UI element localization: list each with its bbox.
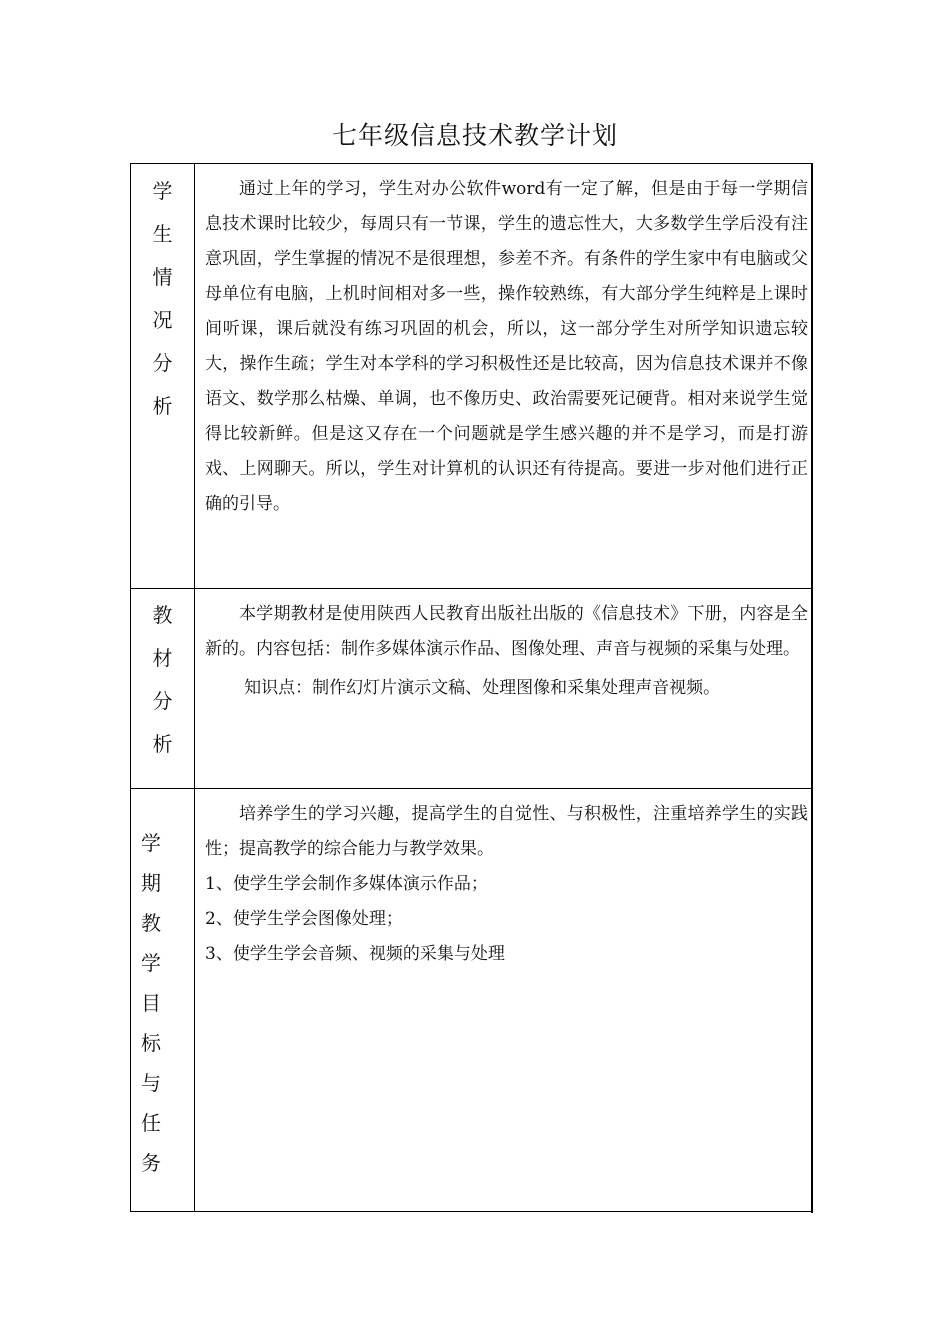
list-item: 3、使学生学会音频、视频的采集与处理 bbox=[205, 944, 505, 964]
document-title: 七年级信息技术教学计划 bbox=[331, 121, 618, 150]
section-textbook-analysis bbox=[131, 589, 813, 789]
section-label-char: 学 bbox=[152, 179, 173, 203]
section-label-char: 材 bbox=[152, 646, 173, 670]
paragraph: 培养学生的学习兴趣，提高学生的自觉性、与积极性，注重培养学生的实践性；提高教学的综合能力与教学效果。 bbox=[205, 804, 808, 859]
plan-table bbox=[130, 163, 813, 1212]
list-item: 1、使学生学会制作多媒体演示作品； bbox=[205, 874, 488, 894]
section-student-analysis bbox=[131, 164, 813, 589]
paragraph: 本学期教材是使用陕西人民教育出版社出版的《信息技术》下册，内容是全新的。内容包括：制作多媒体演示作品、图像处理、声音与视频的采集与处理。 bbox=[205, 604, 808, 659]
section-label-char: 标 bbox=[141, 1031, 161, 1055]
section-content-cell bbox=[195, 589, 813, 789]
table-right-edge bbox=[811, 163, 813, 1213]
section-label-char: 学 bbox=[141, 831, 161, 855]
paragraph: 通过上年的学习，学生对办公软件word有一定了解，但是由于每一学期信息技术课时比较少，每周只有一节课，学生的遗忘性大，大多数学生学后没有注意巩固，学生掌握的情况不是很理想，参差不齐。有条件的学生家中有电脑或父母单位有电脑，上机时间相对多一些，操作较熟练，有大部分学生纯粹是上课时间听课，课后就没有练习巩固的机会，所以，这一部分学生对所学知识遗忘较大，操作生疏；学生对本学科的学习积极性还是比较高，因为信息技术课并不像语文、数学那么枯燥、单调，也不像历史、政治需要死记硬背。相对来说学生觉得比较新鲜。但是这又存在一个问题就是学生感兴趣的并不是学习，而是打游戏、上网聊天。所以，学生对计算机的认识还有待提高。要进一步对他们进行正确的引导。 bbox=[205, 179, 808, 514]
section-label-char: 期 bbox=[141, 871, 161, 895]
section-label-char: 任 bbox=[141, 1111, 161, 1135]
section-label-char: 析 bbox=[152, 732, 173, 756]
section-content-cell bbox=[195, 164, 813, 589]
section-label-char: 分 bbox=[152, 689, 173, 713]
section-label-char: 生 bbox=[152, 222, 173, 246]
section-label-char: 学 bbox=[141, 951, 161, 975]
section-label-char: 教 bbox=[152, 603, 173, 627]
section-label-char: 教 bbox=[141, 911, 161, 935]
section-label-char: 析 bbox=[152, 394, 173, 418]
paragraph: 知识点：制作幻灯片演示文稿、处理图像和采集处理声音视频。 bbox=[244, 678, 721, 698]
section-label-cell bbox=[131, 164, 195, 589]
section-label-char: 况 bbox=[152, 308, 173, 332]
section-label-char: 情 bbox=[152, 265, 173, 289]
section-teaching-goals bbox=[131, 789, 813, 1212]
section-label-char: 目 bbox=[141, 991, 161, 1015]
section-label-cell bbox=[131, 789, 195, 1212]
section-content-cell bbox=[195, 789, 813, 1212]
list-item: 2、使学生学会图像处理； bbox=[205, 909, 403, 929]
section-label-char: 与 bbox=[141, 1071, 161, 1095]
section-label-char: 分 bbox=[152, 351, 173, 375]
section-label-char: 务 bbox=[141, 1151, 161, 1175]
section-label-cell bbox=[131, 589, 195, 789]
